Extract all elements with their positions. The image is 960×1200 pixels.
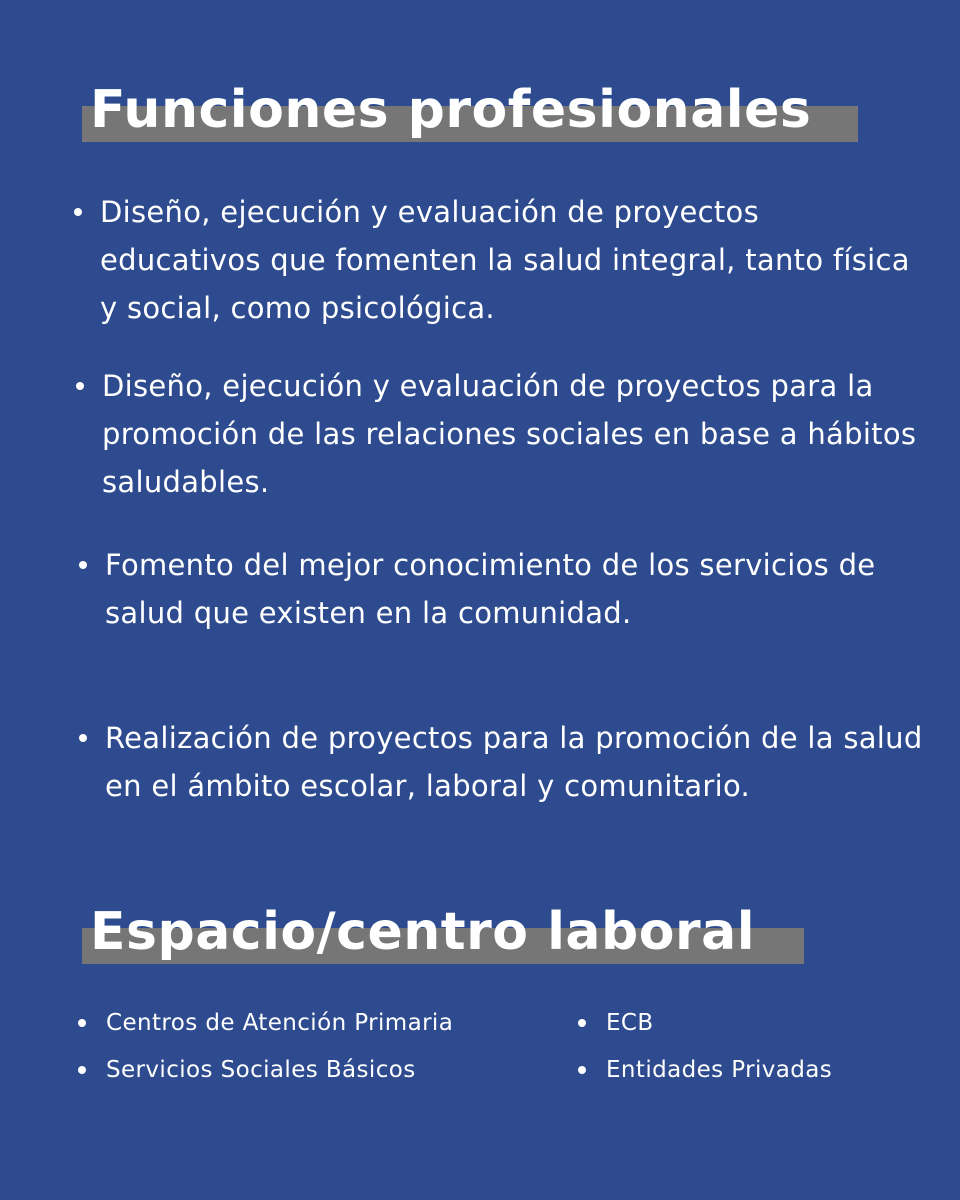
workplace-item bbox=[78, 1054, 416, 1086]
bullet-icon bbox=[578, 1019, 586, 1027]
workplace-item bbox=[578, 1054, 832, 1086]
list-item bbox=[75, 714, 925, 810]
list-item-text: Realización de proyectos para la promoción de la salud en el ámbito escolar, laboral y comunitario. bbox=[105, 721, 923, 803]
bullet-icon bbox=[79, 734, 87, 742]
workplace-item-text: Centros de Atención Primaria bbox=[106, 1010, 454, 1036]
workplace-item bbox=[78, 1007, 453, 1039]
list-item bbox=[70, 188, 920, 332]
section-heading-text: Espacio/centro laboral bbox=[90, 902, 756, 962]
bullet-icon bbox=[79, 561, 87, 569]
bullet-icon bbox=[78, 1019, 86, 1027]
section-heading-espacio bbox=[82, 902, 804, 962]
workplace-item-text: Servicios Sociales Básicos bbox=[106, 1057, 416, 1083]
bullet-icon bbox=[78, 1066, 86, 1074]
section-heading-funciones bbox=[82, 80, 858, 140]
list-item-text: Diseño, ejecución y evaluación de proyectos para la promoción de las relaciones sociales en base a hábitos saludables. bbox=[102, 369, 917, 499]
list-item-text: Fomento del mejor conocimiento de los servicios de salud que existen en la comunidad. bbox=[105, 548, 876, 630]
section-heading-text: Funciones profesionales bbox=[90, 80, 812, 140]
workplace-item-text: Entidades Privadas bbox=[606, 1057, 833, 1083]
bullet-icon bbox=[76, 382, 84, 390]
list-item bbox=[72, 362, 922, 506]
bullet-icon bbox=[578, 1066, 586, 1074]
list-item bbox=[75, 541, 925, 637]
bullet-icon bbox=[74, 208, 82, 216]
workplace-item-text: ECB bbox=[606, 1010, 654, 1036]
workplace-item bbox=[578, 1007, 654, 1039]
list-item-text: Diseño, ejecución y evaluación de proyectos educativos que fomenten la salud integral, tanto física y social, como psicológica. bbox=[100, 195, 910, 325]
